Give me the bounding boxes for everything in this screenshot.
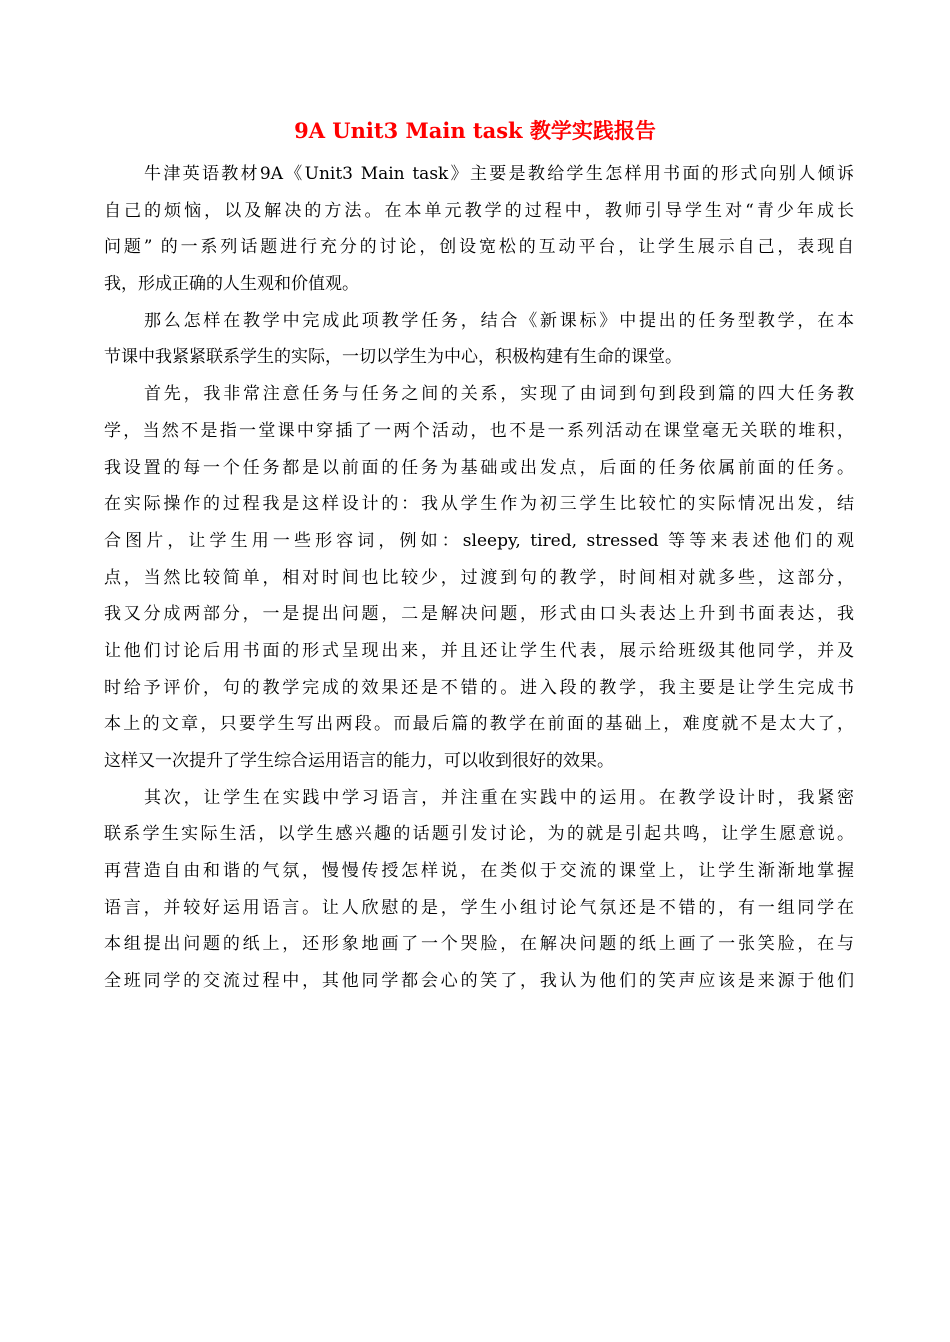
text-line: 本上的文章，只要学生写出两段。而最后篇的教学在前面的基础上，难度就不是太大了， [104, 714, 854, 735]
text-line: 语言，并较好运用语言。让人欣慰的是，学生小组讨论气氛还是不错的，有一组同学在 [104, 897, 854, 918]
document-body [104, 156, 854, 1000]
paragraph-3 [104, 376, 854, 780]
text-line: 问题” 的一系列话题进行充分的讨论，创设宽松的互动平台，让学生展示自己，表现自 [104, 237, 854, 258]
text-line: 我又分成两部分，一是提出问题，二是解决问题，形式由口头表达上升到书面表达，我 [104, 604, 854, 625]
text-line: 我设置的每一个任务都是以前面的任务为基础或出发点，后面的任务依属前面的任务。 [104, 457, 854, 478]
text-line: 首先，我非常注意任务与任务之间的关系，实现了由词到句到段到篇的四大任务教 [144, 384, 854, 405]
text-line: 自己的烦恼，以及解决的方法。在本单元教学的过程中，教师引导学生对“青少年成长 [104, 200, 854, 221]
text-line: 学，当然不是指一堂课中穿插了一两个活动，也不是一系列活动在课堂毫无关联的堆积， [104, 420, 854, 441]
text-line: 再营造自由和谐的气氛，慢慢传授怎样说，在类似于交流的课堂上，让学生渐渐地掌握 [104, 861, 854, 882]
text-line: 合图片，让学生用一些形容词，例如：sleepy, tired, stressed 等等来表述他们的观 [104, 530, 854, 551]
text-line: 本组提出问题的纸上，还形象地画了一个哭脸，在解决问题的纸上画了一张笑脸，在与 [104, 934, 854, 955]
paragraph-1 [104, 156, 854, 303]
text-line: 联系学生实际生活，以学生感兴趣的话题引发讨论，为的就是引起共鸣，让学生愿意说。 [104, 824, 854, 845]
document-title: 9A Unit3 Main task 教学实践报告 [294, 118, 656, 143]
text-line: 其次，让学生在实践中学习语言，并注重在实践中的运用。在教学设计时，我紧密 [144, 787, 854, 808]
text-line: 在实际操作的过程我是这样设计的：我从学生作为初三学生比较忙的实际情况出发，结 [104, 494, 854, 515]
paragraph-2 [104, 303, 854, 376]
text-line: 全班同学的交流过程中，其他同学都会心的笑了，我认为他们的笑声应该是来源于他们 [104, 971, 854, 992]
text-line: 点，当然比较简单，相对时间也比较少，过渡到句的教学，时间相对就多些，这部分， [104, 567, 854, 588]
text-line: 节课中我紧紧联系学生的实际，一切以学生为中心，积极构建有生命的课堂。 [104, 347, 682, 368]
paragraph-4 [104, 780, 854, 1000]
text-line: 时给予评价，句的教学完成的效果还是不错的。进入段的教学，我主要是让学生完成书 [104, 677, 854, 698]
text-line: 我，形成正确的人生观和价值观。 [104, 274, 359, 295]
text-line: 让他们讨论后用书面的形式呈现出来，并且还让学生代表，展示给班级其他同学，并及 [104, 640, 854, 661]
text-line: 牛津英语教材9A《Unit3 Main task》主要是教给学生怎样用书面的形式向别人倾诉 [144, 164, 854, 184]
text-line: 这样又一次提升了学生综合运用语言的能力，可以收到很好的效果。 [104, 751, 614, 771]
text-line: 那么怎样在教学中完成此项教学任务，结合《新课标》中提出的任务型教学，在本 [144, 310, 854, 331]
